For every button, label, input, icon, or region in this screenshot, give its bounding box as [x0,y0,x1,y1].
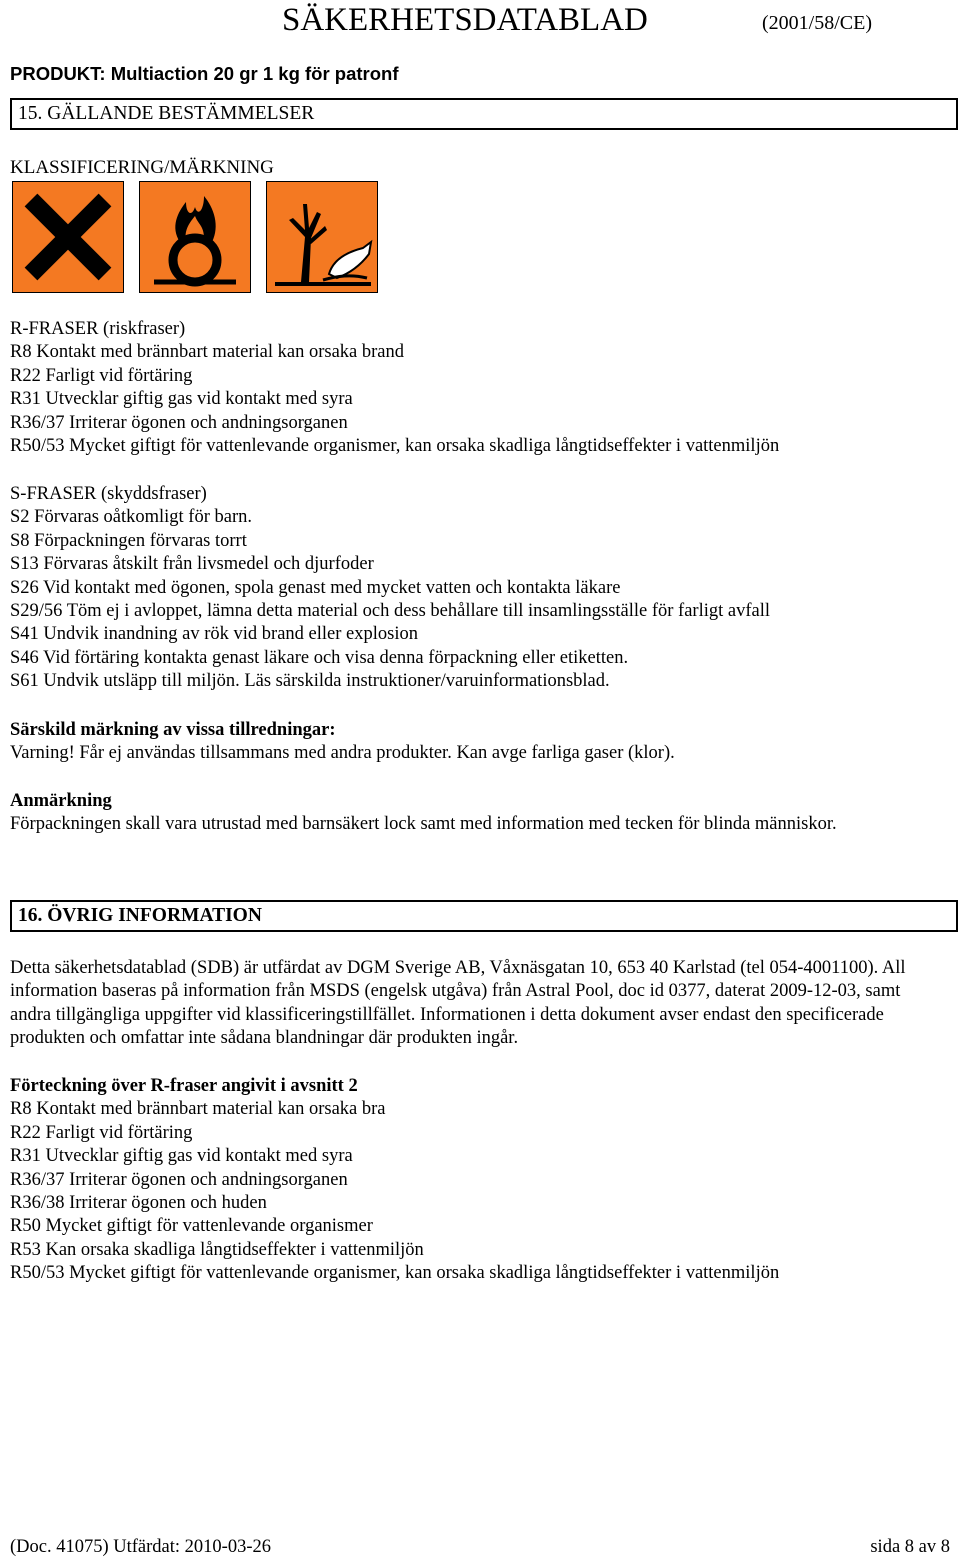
footer-doc-info: (Doc. 41075) Utfärdat: 2010-03-26 [10,1537,271,1557]
r-phrase: R36/37 Irriterar ögonen och andningsorganen [10,412,348,433]
r-list-item: R31 Utvecklar giftig gas vid kontakt med syra [10,1146,353,1167]
s-phrases-block [10,483,770,694]
s-phrases-heading: S-FRASER (skyddsfraser) [10,484,207,504]
r-list-item: R8 Kontakt med brännbart material kan orsaka bra [10,1099,386,1120]
special-labelling-heading: Särskild märkning av vissa tillredningar: [10,720,336,740]
r-phrase: R22 Farligt vid förtäring [10,365,193,386]
s-phrase: S13 Förvaras åtskilt från livsmedel och djurfoder [10,554,374,575]
r-phrase: R31 Utvecklar giftig gas vid kontakt med syra [10,389,353,410]
s-phrase: S29/56 Töm ej i avloppet, lämna detta material och dess behållare till insamlingsställe för farligt avfall [10,601,770,622]
note-text: Förpackningen skall vara utrustad med barnsäkert lock samt med information med tecken för blinda människor. [10,814,837,835]
section-15-heading: 15. GÄLLANDE BESTÄMMELSER [10,98,958,130]
r-list-item: R36/38 Irriterar ögonen och huden [10,1193,267,1214]
s-phrase: S46 Vid förtäring kontakta genast läkare och visa denna förpackning eller etiketten. [10,647,629,668]
s-phrase: S41 Undvik inandning av rök vid brand eller explosion [10,624,418,645]
r-list-item: R50/53 Mycket giftigt för vattenlevande organismer, kan orsaka skadliga långtidseffekter i vattenmiljön [10,1263,780,1284]
oxidizing-flame-icon [139,181,251,293]
r-phrase: R50/53 Mycket giftigt för vattenlevande organismer, kan orsaka skadliga långtidseffekter i vattenmiljön [10,436,780,457]
s-phrase: S26 Vid kontakt med ögonen, spola genast med mycket vatten och kontakta läkare [10,577,621,598]
note-block [10,790,837,837]
harmful-x-icon [12,181,124,293]
r-phrase: R8 Kontakt med brännbart material kan orsaka brand [10,342,405,363]
environment-dead-tree-fish-icon [266,181,378,293]
note-heading: Anmärkning [10,791,112,811]
section-16-heading: 16. ÖVRIG INFORMATION [10,900,958,932]
r-list-item: R22 Farligt vid förtäring [10,1122,193,1143]
r-phrases-block [10,318,779,458]
r-list-heading: Förteckning över R-fraser angivit i avsnitt 2 [10,1076,358,1096]
special-labelling-text: Varning! Får ej användas tillsammans med andra produkter. Kan avge farliga gaser (klor). [10,743,675,764]
r-list-block [10,1075,779,1286]
product-name: PRODUKT: Multiaction 20 gr 1 kg för patronf [10,63,399,84]
footer-page-number: sida 8 av 8 [870,1537,950,1557]
s-phrase: S2 Förvaras oåtkomligt för barn. [10,507,252,528]
s-phrase: S8 Förpackningen förvaras torrt [10,530,247,551]
directive-reference: (2001/58/CE) [762,12,872,34]
special-labelling [10,719,675,766]
s-phrase: S61 Undvik utsläpp till miljön. Läs särskilda instruktioner/varuinformationsblad. [10,671,610,692]
r-list-item: R53 Kan orsaka skadliga långtidseffekter i vattenmiljön [10,1239,424,1260]
r-list-item: R36/37 Irriterar ögonen och andningsorganen [10,1169,348,1190]
r-phrases-heading: R-FRASER (riskfraser) [10,319,186,339]
issuer-paragraph: Detta säkerhetsdatablad (SDB) är utfärdat av DGM Sverige AB, Våxnäsgatan 10, 653 40 Karlstad (tel 054-4001100). All information baseras på information från MSDS (engelsk utgåva) från Astral Pool, doc id 0377, daterat 2009-12-03, samt andra tillgängliga uppgifter vid klassificeringstillfället. Informationen i detta dokument avser endast den specificerade produkten och omfattar inte sådana blandningar där produkten ingår. [10,958,906,1049]
r-list-item: R50 Mycket giftigt för vattenlevande organismer [10,1216,373,1237]
classification-heading: KLASSIFICERING/MÄRKNING [10,157,274,178]
document-title: SÄKERHETSDATABLAD [282,2,648,38]
